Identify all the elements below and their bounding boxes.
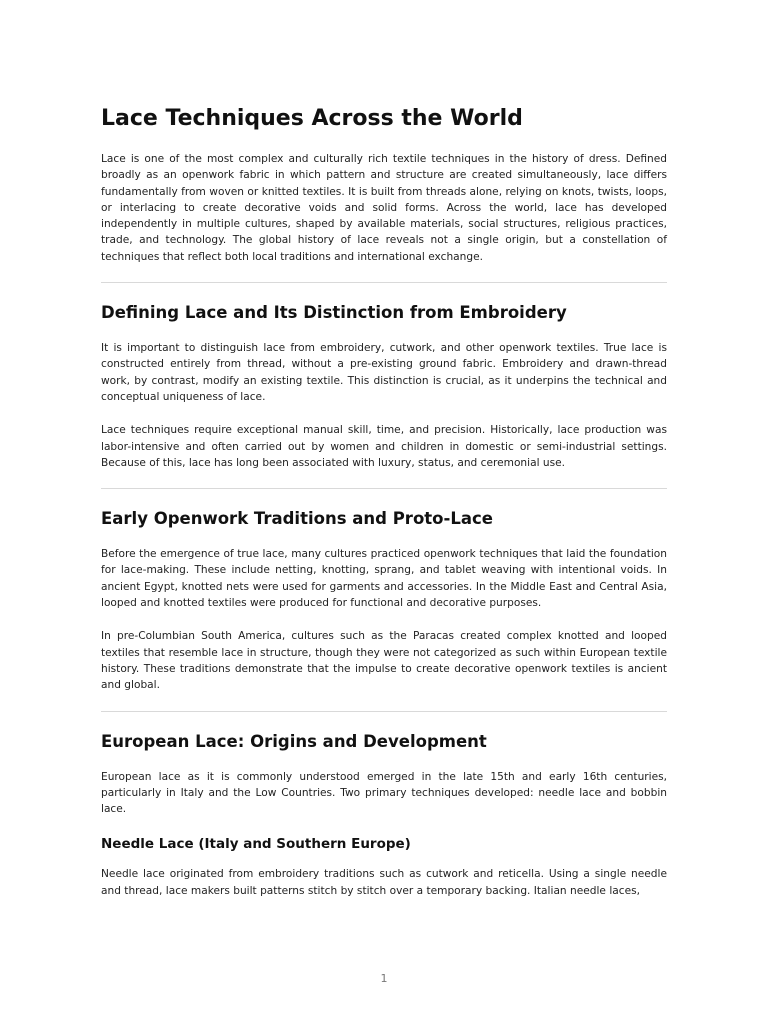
section-paragraph: Lace techniques require exceptional manual skill, time, and precision. Historically, lace production was labor-intensive and often carried out by women and children in domestic or semi-industrial settings. Because of this, lace has long been associated with luxury, status, and ceremonial use. xyxy=(101,424,667,469)
page-number: 1 xyxy=(380,972,388,985)
section-paragraph: European lace as it is commonly understood emerged in the late 15th and early 16th centuries, particularly in Italy and the Low Countries. Two primary techniques developed: needle lace and bobbin lace. xyxy=(101,770,667,816)
section-defining-lace xyxy=(101,302,667,471)
document-page xyxy=(101,104,667,916)
section-paragraph: In pre-Columbian South America, cultures such as the Paracas created complex knotted and looped textiles that resemble lace in structure, though they were not categorized as such within European textile history. These traditions demonstrate that the impulse to create decorative openwork textiles is ancient and global. xyxy=(101,630,667,692)
section-heading: European Lace: Origins and Development xyxy=(101,731,487,751)
section-divider xyxy=(101,488,667,489)
section-divider xyxy=(101,282,667,283)
section-heading: Early Openwork Traditions and Proto-Lace xyxy=(101,509,493,529)
section-early-openwork xyxy=(101,508,667,693)
subsection-paragraph: Needle lace originated from embroidery traditions such as cutwork and reticella. Using a single needle and thread, lace makers built patterns stitch by stitch over a temporary backing. Italian needle laces, xyxy=(101,868,667,897)
section-heading: Defining Lace and Its Distinction from Embroidery xyxy=(101,303,567,323)
intro-paragraph: Lace is one of the most complex and culturally rich textile techniques in the history of dress. Defined broadly as an openwork fabric in which pattern and structure are created simultaneously, lace differs fundamentally from woven or knitted textiles. It is built from threads alone, relying on knots, twists, loops, or interlacing to create decorative voids and solid forms. Across the world, lace has developed independently in multiple cultures, shaped by available materials, social structures, religious practices, trade, and technology. The global history of lace reveals not a single origin, but a constellation of techniques that reflect both local traditions and international exchange. xyxy=(101,153,667,263)
section-european-lace xyxy=(101,731,667,899)
section-paragraph: It is important to distinguish lace from embroidery, cutwork, and other openwork textiles. True lace is constructed entirely from thread, without a pre-existing ground fabric. Embroidery and drawn-thread work, by contrast, modify an existing textile. This distinction is crucial, as it underpins the technical and conceptual uniqueness of lace. xyxy=(101,342,667,403)
subsection-heading: Needle Lace (Italy and Southern Europe) xyxy=(101,836,411,853)
document-title: Lace Techniques Across the World xyxy=(101,106,523,131)
section-paragraph: Before the emergence of true lace, many cultures practiced openwork techniques that laid the foundation for lace-making. These include netting, knotting, sprang, and tablet weaving with intentional voids. In ancient Egypt, knotted nets were used for garments and accessories. In the Middle East and Central Asia, looped and knotted textiles were produced for functional and decorative purposes. xyxy=(101,548,667,610)
section-divider xyxy=(101,711,667,712)
